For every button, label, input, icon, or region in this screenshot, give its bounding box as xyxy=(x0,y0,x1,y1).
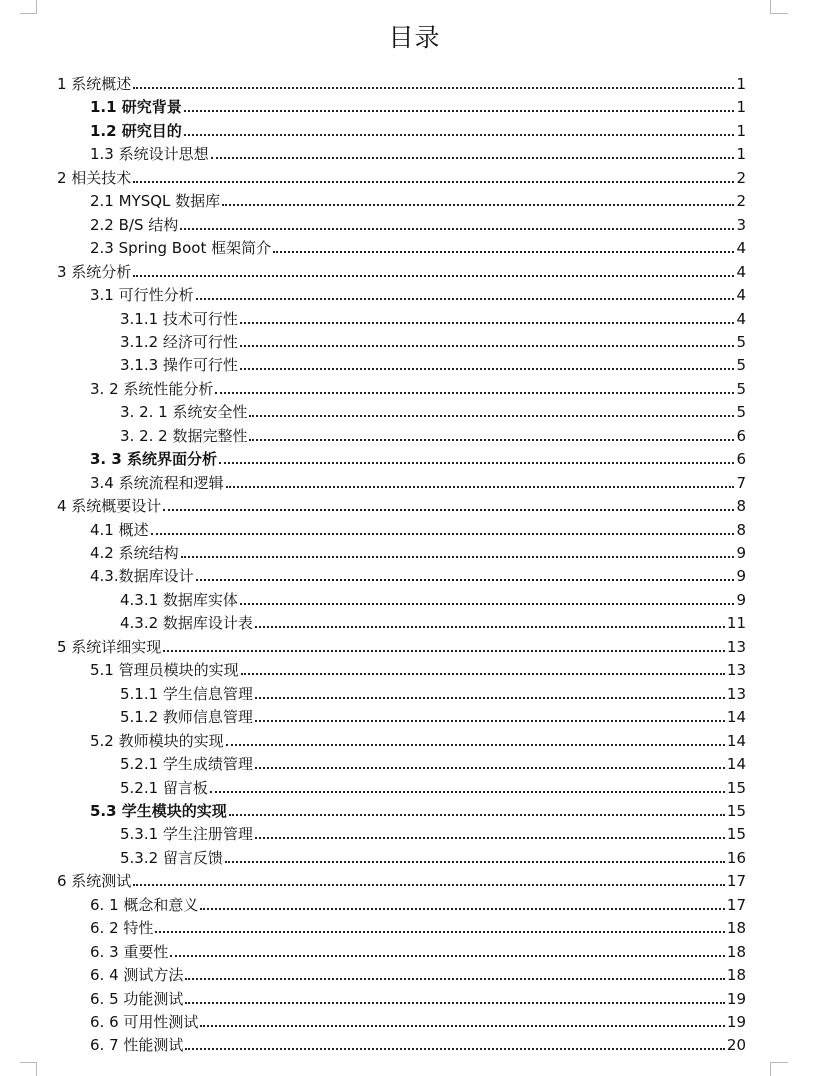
toc-entry-title: 6. 2 特性 xyxy=(90,919,154,938)
toc-dot-leader xyxy=(226,744,725,746)
toc-entry[interactable] xyxy=(90,657,746,680)
toc-dot-leader xyxy=(255,767,725,769)
toc-entry-title: 5.2.1 留言板 xyxy=(120,778,208,797)
toc-page-number: 9 xyxy=(736,567,746,586)
toc-dot-leader xyxy=(225,861,725,863)
toc-entry[interactable] xyxy=(90,470,746,493)
toc-page-number: 7 xyxy=(736,473,746,492)
toc-entry[interactable] xyxy=(120,775,746,798)
toc-dot-leader xyxy=(170,955,725,957)
toc-entry[interactable] xyxy=(57,634,746,657)
page-title: 目录 xyxy=(388,23,441,52)
toc-entry-title: 5.2 教师模块的实现 xyxy=(90,731,224,750)
toc-page-number: 11 xyxy=(726,614,746,633)
toc-entry[interactable] xyxy=(90,986,746,1009)
toc-entry[interactable] xyxy=(90,235,746,258)
toc-page-number: 19 xyxy=(726,989,746,1008)
toc-entry-title: 5.3 学生模块的实现 xyxy=(90,801,227,820)
toc-dot-leader xyxy=(249,439,734,441)
page-corner-mark-top-right xyxy=(770,0,788,14)
toc-entry[interactable] xyxy=(120,352,746,375)
toc-dot-leader xyxy=(240,322,735,324)
toc-page-number: 2 xyxy=(736,168,746,187)
toc-dot-leader xyxy=(215,392,734,394)
toc-entry-title: 1.1 研究背景 xyxy=(90,98,182,117)
toc-entry[interactable] xyxy=(120,751,746,774)
toc-entry[interactable] xyxy=(90,540,746,563)
toc-entry[interactable] xyxy=(90,962,746,985)
toc-entry[interactable] xyxy=(90,446,746,469)
toc-page-number: 1 xyxy=(736,98,746,117)
toc-dot-leader xyxy=(133,181,734,183)
toc-entry[interactable] xyxy=(90,376,746,399)
toc-dot-leader xyxy=(255,837,725,839)
toc-entry-title: 5.3.2 留言反馈 xyxy=(120,848,223,867)
toc-entry[interactable] xyxy=(90,1009,746,1032)
toc-entry[interactable] xyxy=(90,563,746,586)
toc-dot-leader xyxy=(255,697,725,699)
toc-entry[interactable] xyxy=(90,1032,746,1055)
toc-page-number: 1 xyxy=(736,121,746,140)
toc-dot-leader xyxy=(211,157,735,159)
toc-dot-leader xyxy=(185,978,725,980)
toc-page-number: 15 xyxy=(726,825,746,844)
toc-entry-title: 4 系统概要设计 xyxy=(57,497,162,516)
toc-entry[interactable] xyxy=(90,892,746,915)
toc-entry-title: 2 相关技术 xyxy=(57,168,132,187)
toc-entry-title: 6. 6 可用性测试 xyxy=(90,1013,199,1031)
toc-page-number: 18 xyxy=(726,942,746,961)
toc-entry[interactable] xyxy=(90,915,746,938)
toc-page-number: 13 xyxy=(726,637,746,656)
toc-page-number: 5 xyxy=(736,403,746,422)
toc-entry-title: 3. 2 系统性能分析 xyxy=(90,379,214,398)
toc-dot-leader xyxy=(185,1048,725,1050)
toc-dot-leader xyxy=(240,368,735,370)
toc-entry[interactable] xyxy=(90,94,746,117)
toc-entry-title: 1.3 系统设计思想 xyxy=(90,145,209,164)
toc-page-number: 5 xyxy=(736,379,746,398)
page-corner-mark-bottom-right xyxy=(770,1062,788,1076)
toc-dot-leader xyxy=(133,87,734,89)
page-corner-mark-top-left xyxy=(20,0,37,14)
toc-entry[interactable] xyxy=(120,821,746,844)
toc-page-number: 3 xyxy=(736,215,746,234)
toc-entry[interactable] xyxy=(120,306,746,329)
toc-entry-title: 1 系统概述 xyxy=(57,75,132,93)
toc-page-number: 14 xyxy=(726,731,746,750)
toc-entry[interactable] xyxy=(120,423,746,446)
toc-entry-title: 3.1 可行性分析 xyxy=(90,286,194,305)
toc-entry-title: 4.3.2 数据库设计表 xyxy=(120,614,253,633)
page-corner-mark-bottom-left xyxy=(20,1062,37,1076)
toc-page-number: 17 xyxy=(726,872,746,891)
toc-page-number: 18 xyxy=(726,919,746,938)
toc-entry-title: 5.2.1 学生成绩管理 xyxy=(120,755,253,774)
toc-entry-title: 4.3.数据库设计 xyxy=(90,567,194,586)
toc-entry[interactable] xyxy=(57,493,746,516)
toc-dot-leader xyxy=(240,345,735,347)
toc-entry-title: 4.2 系统结构 xyxy=(90,544,179,562)
toc-dot-leader xyxy=(222,204,734,206)
toc-dot-leader xyxy=(273,251,734,253)
toc-entry[interactable] xyxy=(120,399,746,422)
toc-entry-title: 3.4 系统流程和逻辑 xyxy=(90,473,224,492)
toc-dot-leader xyxy=(249,415,734,417)
toc-entry[interactable] xyxy=(90,728,746,751)
toc-entry-title: 2.2 B/S 结构 xyxy=(90,215,179,234)
toc-page-number: 18 xyxy=(726,966,746,985)
toc-entry[interactable] xyxy=(57,868,746,891)
toc-entry-title: 4.1 概述 xyxy=(90,520,149,539)
toc-entry[interactable] xyxy=(57,71,746,94)
toc-entry-title: 5 系统详细实现 xyxy=(57,637,162,656)
toc-page-number: 2 xyxy=(736,192,746,211)
toc-entry-title: 5.1 管理员模块的实现 xyxy=(90,661,239,680)
toc-entry[interactable] xyxy=(90,188,746,211)
toc-entry[interactable] xyxy=(120,587,746,610)
toc-page-number: 5 xyxy=(736,356,746,375)
toc-page-number: 15 xyxy=(726,801,746,820)
toc-dot-leader xyxy=(163,650,725,652)
toc-entry-title: 4.3.1 数据库实体 xyxy=(120,590,238,609)
toc-dot-leader xyxy=(155,931,725,933)
toc-entry[interactable] xyxy=(120,610,746,633)
toc-dot-leader xyxy=(180,228,734,230)
toc-entry[interactable] xyxy=(120,681,746,704)
toc-entry-title: 5.1.2 教师信息管理 xyxy=(120,708,253,727)
toc-page-number: 9 xyxy=(736,544,746,562)
toc-page-number: 1 xyxy=(736,145,746,164)
toc-page-number: 8 xyxy=(736,497,746,516)
toc-entry-title: 6. 3 重要性 xyxy=(90,942,169,961)
toc-page-number: 4 xyxy=(736,286,746,305)
toc-entry[interactable] xyxy=(57,259,746,282)
toc-entry-title: 2.3 Spring Boot 框架简介 xyxy=(90,239,272,258)
toc-page-number: 1 xyxy=(736,75,746,93)
toc-entry-title: 3 系统分析 xyxy=(57,262,132,281)
toc-dot-leader xyxy=(240,603,735,605)
toc-dot-leader xyxy=(163,509,734,511)
toc-page-number: 4 xyxy=(736,239,746,258)
toc-dot-leader xyxy=(185,1002,725,1004)
toc-page-number: 16 xyxy=(726,848,746,867)
toc-entry-title: 3. 2. 1 系统安全性 xyxy=(120,403,248,422)
toc-entry-title: 5.3.1 学生注册管理 xyxy=(120,825,253,844)
toc-entry-title: 2.1 MYSQL 数据库 xyxy=(90,192,221,211)
toc-page-number: 15 xyxy=(726,778,746,797)
toc-entry[interactable] xyxy=(90,212,746,235)
toc-entry-title: 3. 2. 2 数据完整性 xyxy=(120,426,248,445)
toc-entry[interactable] xyxy=(90,118,746,141)
toc-entry[interactable] xyxy=(120,329,746,352)
toc-entry-title: 6. 7 性能测试 xyxy=(90,1036,184,1055)
toc-page-number: 19 xyxy=(726,1013,746,1031)
toc-dot-leader xyxy=(184,110,735,112)
toc-page-number: 5 xyxy=(736,332,746,351)
toc-page-number: 6 xyxy=(736,450,746,469)
toc-page-number: 17 xyxy=(726,895,746,914)
toc-dot-leader xyxy=(184,134,735,136)
toc-entry-title: 3.1.1 技术可行性 xyxy=(120,309,238,328)
toc-entry-title: 6. 4 测试方法 xyxy=(90,966,184,985)
toc-entry-title: 1.2 研究目的 xyxy=(90,121,182,140)
toc-entry[interactable] xyxy=(120,704,746,727)
toc-page-number: 9 xyxy=(736,590,746,609)
toc-dot-leader xyxy=(181,556,735,558)
toc-entry-title: 3.1.2 经济可行性 xyxy=(120,332,238,351)
toc-entry[interactable] xyxy=(90,939,746,962)
toc-entry-title: 6. 1 概念和意义 xyxy=(90,895,199,914)
toc-page-number: 13 xyxy=(726,661,746,680)
toc-page-number: 4 xyxy=(736,309,746,328)
toc-entry-title: 3.1.3 操作可行性 xyxy=(120,356,238,375)
toc-dot-leader xyxy=(219,462,734,464)
toc-entry[interactable] xyxy=(120,845,746,868)
toc-dot-leader xyxy=(133,275,734,277)
toc-entry[interactable] xyxy=(90,141,746,164)
toc-entry[interactable] xyxy=(90,282,746,305)
toc-page-number: 14 xyxy=(726,708,746,727)
toc-dot-leader xyxy=(200,908,725,910)
toc-dot-leader xyxy=(210,791,725,793)
toc-dot-leader xyxy=(255,626,725,628)
toc-dot-leader xyxy=(229,814,725,816)
toc-entry[interactable] xyxy=(90,798,746,821)
toc-dot-leader xyxy=(133,884,725,886)
toc-dot-leader xyxy=(151,533,735,535)
toc-dot-leader xyxy=(196,579,735,581)
toc-dot-leader xyxy=(200,1025,725,1027)
toc-page-number: 20 xyxy=(726,1036,746,1055)
toc-page-number: 6 xyxy=(736,426,746,445)
toc-page-number: 13 xyxy=(726,684,746,703)
toc-entry-title: 6. 5 功能测试 xyxy=(90,989,184,1008)
toc-entry-title: 3. 3 系统界面分析 xyxy=(90,450,218,469)
toc-entry-title: 6 系统测试 xyxy=(57,872,132,891)
toc-dot-leader xyxy=(196,298,735,300)
toc-dot-leader xyxy=(226,486,735,488)
toc-page-number: 14 xyxy=(726,755,746,774)
toc-entry[interactable] xyxy=(90,517,746,540)
toc-dot-leader xyxy=(241,673,725,675)
toc-entry-title: 5.1.1 学生信息管理 xyxy=(120,684,253,703)
toc-page-number: 8 xyxy=(736,520,746,539)
toc-entry[interactable] xyxy=(57,165,746,188)
toc-dot-leader xyxy=(255,720,725,722)
toc-page-number: 4 xyxy=(736,262,746,281)
